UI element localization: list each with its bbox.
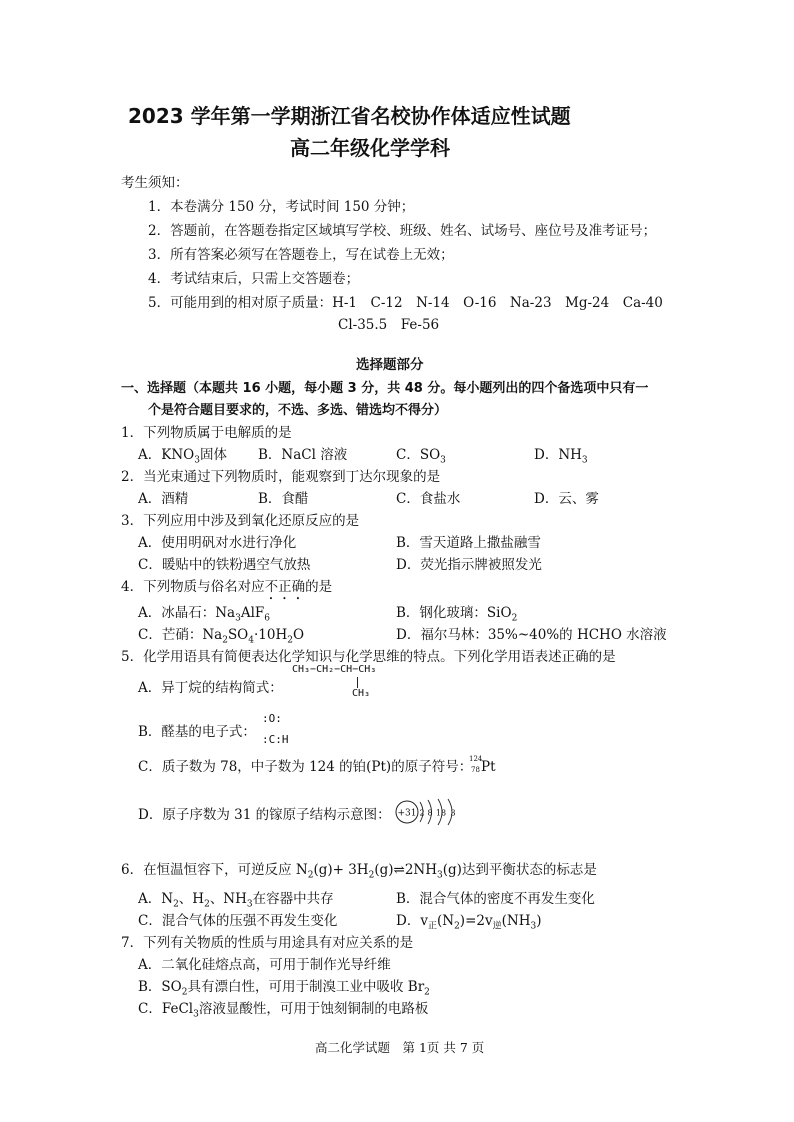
q2-option-a: A．酒精 (138, 491, 189, 507)
notice-item-4: 4．考试结束后，只需上交答题卷； (148, 271, 360, 287)
pt-atomic-number: 78 (471, 766, 480, 774)
isobutane-formula: CH₃−CH₂−CH−CH₃ (292, 664, 377, 675)
notice-item-3: 3．所有答案必须写在答题卷上，写在试卷上无效； (148, 247, 454, 263)
q4-option-c: C．芒硝：$Na_2SO_4\cdot 10H_2O$ (138, 627, 305, 646)
notice-item-5: 5．可能用到的相对原子质量：H-1 C-12 N-14 O-16 Na-23 Mg-24 Ca-40 (148, 295, 663, 311)
notice-heading: 考生须知： (121, 175, 189, 191)
q6-stem: 6．在恒温恒容下，可逆反应 $N_2(g)+$ $3H_2(g)\rightleftharpoons 2NH_3(g)$达到平衡状态的标志是 (121, 862, 597, 881)
section-instruction-line2: 个是符合题目要求的，不选、多选、错选均不得分） (148, 403, 448, 418)
pt-symbol: Pt (481, 759, 496, 775)
q1-option-b: B．NaCl 溶液 (258, 447, 348, 463)
q3-option-b: B．雪天道路上撒盐融雪 (396, 535, 541, 551)
shell-count-2: 8 (427, 808, 433, 818)
gallium-atom-diagram (394, 796, 466, 828)
q1-option-d: D．$NH_3$ (534, 447, 588, 466)
exam-subtitle: 高二年级化学学科 (290, 136, 450, 160)
q1-option-a: A．$KNO_3$固体 (138, 447, 227, 466)
q6-option-c: C．混合气体的压强不再发生变化 (138, 913, 338, 929)
aldehyde-electron-bottom: :C:H (262, 733, 289, 746)
section-title: 选择题部分 (356, 357, 424, 373)
q4-option-b: B．钢化玻璃：SiO$_2$ (396, 605, 518, 624)
q3-option-c: C．暖贴中的铁粉遇空气放热 (138, 557, 311, 573)
q4-stem: 4．下列物质与俗名对应不正确的是 (121, 579, 333, 595)
q5-option-d: D．原子序数为 31 的镓原子结构示意图： (138, 807, 391, 823)
q5-option-c: C．质子数为 78，中子数为 124 的铂(Pt)的原子符号： (138, 759, 473, 775)
exam-title: 2023 学年第一学期浙江省名校协作体适应性试题 (128, 104, 571, 128)
q3-option-a: A．使用明矾对水进行净化 (138, 535, 297, 551)
pt-mass-number: 124 (469, 755, 483, 763)
isobutane-branch: CH₃ (352, 688, 371, 699)
q7-option-a: A．二氧化硅熔点高，可用于制作光导纤维 (138, 957, 391, 973)
q2-stem: 2．当光束通过下列物质时，能观察到丁达尔现象的是 (121, 469, 441, 485)
isobutane-branch-bond (357, 677, 358, 688)
q5-option-a: A．异丁烷的结构简式： (138, 680, 283, 696)
q6-option-a: A．$N_2$、$H_2$、$NH_3$在容器中共存 (138, 891, 334, 910)
q3-stem: 3．下列应用中涉及到氧化还原反应的是 (121, 513, 360, 529)
gallium-nucleus-label: +31 (397, 808, 417, 819)
q1-option-c: C．$SO_3$ (396, 447, 446, 466)
shell-count-4: 3 (450, 808, 456, 818)
q7-option-c: C．FeCl$_3$溶液显酸性，可用于蚀刻铜制的电路板 (138, 1001, 429, 1020)
q6-option-b: B．混合气体的密度不再发生变化 (396, 891, 595, 907)
page-footer: 高二化学试题 第 1页 共 7 页 (315, 1040, 485, 1055)
equilibrium-arrow: ⇌ (393, 862, 405, 878)
q4-option-d: D．福尔马林：35%~40%的 HCHO 水溶液 (396, 627, 667, 643)
aldehyde-electron-top: :O: (262, 712, 282, 725)
q5-stem: 5．化学用语具有简便表达化学知识与化学思维的特点。下列化学用语表述正确的是 (121, 649, 616, 665)
notice-item-2: 2．答题前，在答题卷指定区域填写学校、班级、姓名、试场号、座位号及准考证号； (148, 223, 657, 239)
q2-option-d: D．云、雾 (534, 491, 599, 507)
q5-option-b: B．醛基的电子式： (138, 724, 256, 740)
q4-option-a: A．冰晶石：$Na_3AlF_6$ (138, 605, 271, 624)
q7-stem: 7．下列有关物质的性质与用途具有对应关系的是 (121, 935, 414, 951)
q4-emphasis: 不正确 (264, 579, 306, 595)
notice-item-1: 1．本卷满分 150 分，考试时间 150 分钟； (148, 199, 415, 215)
q2-option-b: B．食醋 (258, 491, 309, 507)
q7-option-b: B．$SO_2$具有漂白性，可用于制溴工业中吸收 $Br_2$ (138, 979, 430, 998)
shell-count-3: 18 (435, 808, 447, 818)
shell-count-1: 2 (419, 808, 425, 818)
q2-option-c: C．食盐水 (396, 491, 461, 507)
q6-option-d: D．$v_正(N_2)=2v_逆(NH_3)$ (396, 913, 542, 932)
section-instruction-line1: 一、选择题（本题共 16 小题，每小题 3 分，共 48 分。每小题列出的四个备选项中只有一 (121, 381, 649, 396)
notice-item-5-continued: Cl-35.5 Fe-56 (338, 317, 440, 333)
q3-option-d: D．荧光指示牌被照发光 (396, 557, 542, 573)
q1-stem: 1．下列物质属于电解质的是 (121, 425, 292, 441)
